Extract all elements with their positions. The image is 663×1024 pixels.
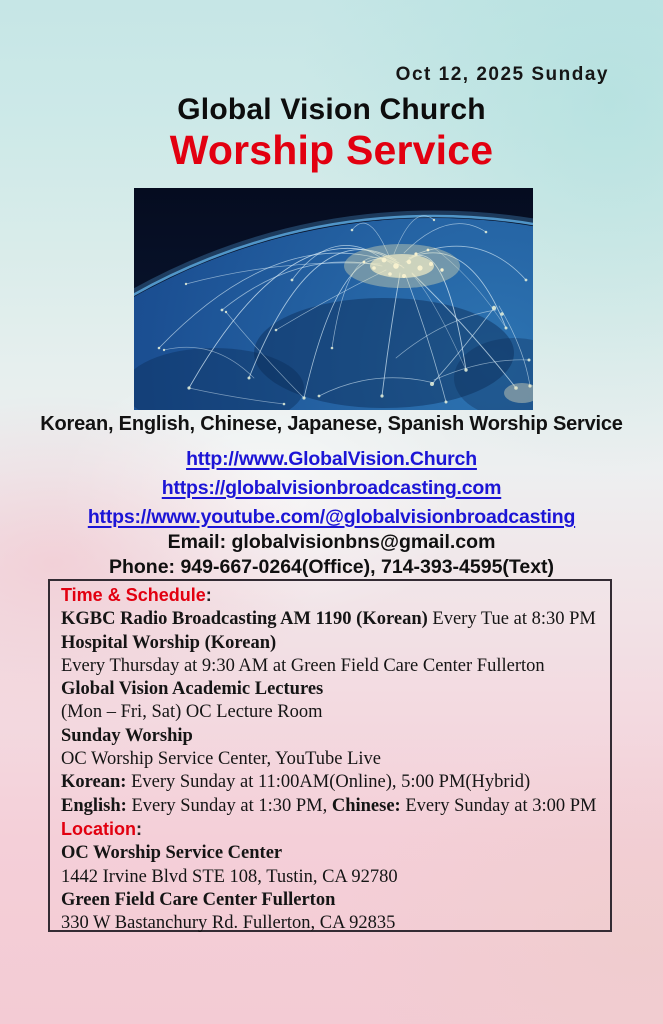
time-schedule-heading <box>61 584 604 608</box>
schedule-line-english-chinese-service: English: Every Sunday at 1:30 PM, Chinese: Every Sunday at 3:00 PM <box>61 795 597 816</box>
link-broadcasting-website[interactable]: https://globalvisionbroadcasting.com <box>161 477 502 499</box>
location-heading-label: Location <box>61 818 136 839</box>
schedule-line-hospital-detail: Every Thursday at 9:30 AM at Green Field Care Center Fullerton <box>61 655 545 676</box>
date-line: Oct 12, 2025 Sunday <box>395 64 609 85</box>
links-block <box>0 445 663 532</box>
location-line-greenfield-name: Green Field Care Center Fullerton <box>61 889 336 910</box>
phone-line: Phone: 949-667-0264(Office), 714-393-4595(Text) <box>108 556 555 578</box>
schedule-line-korean-service: Korean: Every Sunday at 11:00AM(Online), 5:00 PM(Hybrid) <box>61 772 531 793</box>
page-title: Worship Service <box>169 127 494 173</box>
schedule-line-kgbc: KGBC Radio Broadcasting AM 1190 (Korean) Every Tue at 8:30 PM <box>61 609 596 630</box>
schedule-line-sunday-detail: OC Worship Service Center, YouTube Live <box>61 749 381 770</box>
location-heading <box>61 818 604 842</box>
link-church-website[interactable]: http://www.GlobalVision.Church <box>186 448 477 470</box>
location-line-oc-center-name: OC Worship Service Center <box>61 843 283 864</box>
location-heading-colon: : <box>136 818 142 839</box>
schedule-line-hospital-title: Hospital Worship (Korean) <box>61 632 277 653</box>
location-line-greenfield-address: 330 W Bastanchury Rd. Fullerton, CA 92835 <box>61 913 396 934</box>
schedule-line-sunday-title: Sunday Worship <box>61 725 193 746</box>
globe-network-svg <box>134 188 533 410</box>
link-youtube-channel[interactable]: https://www.youtube.com/@globalvisionbroadcasting <box>87 506 576 528</box>
globe-network-image <box>134 188 533 410</box>
church-name-title: Global Vision Church <box>177 93 486 126</box>
schedule-line-lectures-title: Global Vision Academic Lectures <box>61 679 324 700</box>
languages-line: Korean, English, Chinese, Japanese, Spanish Worship Service <box>40 413 623 435</box>
schedule-line-lectures-detail: (Mon – Fri, Sat) OC Lecture Room <box>61 702 323 723</box>
location-line-oc-center-address: 1442 Irvine Blvd STE 108, Tustin, CA 92780 <box>61 866 398 887</box>
time-schedule-heading-colon: : <box>205 585 212 605</box>
time-schedule-heading-label: Time & Schedule <box>61 585 206 605</box>
email-line: Email: globalvisionbns@gmail.com <box>167 531 496 553</box>
schedule-location-box <box>48 579 612 932</box>
